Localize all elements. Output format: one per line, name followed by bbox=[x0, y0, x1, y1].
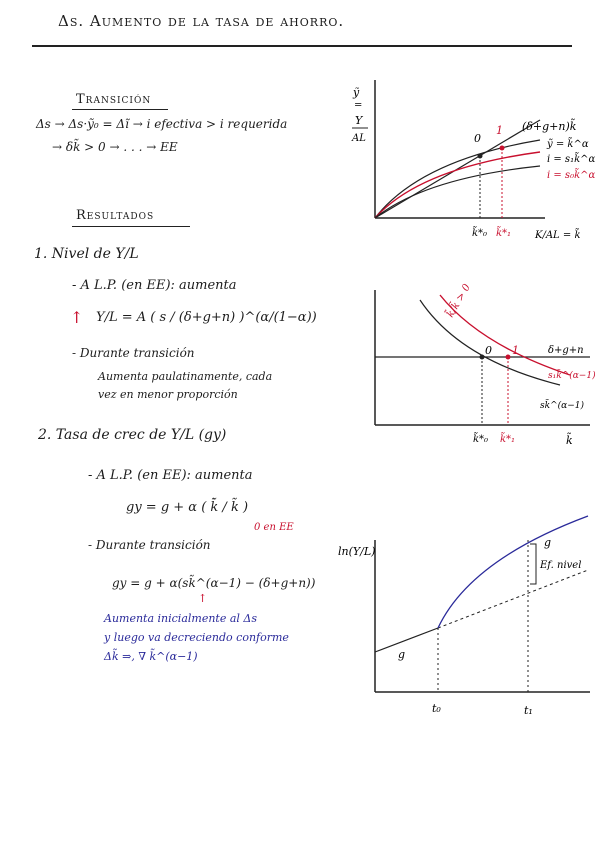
graph1-xlabel: K/AL = k̃ bbox=[535, 230, 581, 241]
graph1-ylabel-eq: = bbox=[354, 100, 363, 111]
graph3-old-trend bbox=[438, 570, 588, 628]
graph3-slope-right: g bbox=[544, 536, 552, 549]
graph3-t1: t₁ bbox=[524, 704, 533, 717]
item2-desc-1: Aumenta inicialmente al Δs bbox=[104, 612, 258, 625]
graph3-bracket bbox=[530, 544, 536, 584]
item1-desc-2: vez en menor proporción bbox=[98, 388, 238, 401]
item2-desc-3: Δk̃ ⇒, ∇ k̃^(α−1) bbox=[104, 650, 198, 663]
item2-long-run: - A L.P. (en EE): aumenta bbox=[88, 468, 253, 483]
item1-long-run: - A L.P. (en EE): aumenta bbox=[72, 278, 237, 293]
item1-title: 1. Nivel de Y/L bbox=[34, 246, 139, 262]
graph3-ylabel: ln(Y/L) bbox=[338, 545, 376, 558]
graph3-slope-left: g bbox=[398, 648, 406, 661]
graph1-ylabel-top: ỹ bbox=[353, 86, 360, 99]
graph1-line-label: (δ+g+n)k̃ bbox=[522, 120, 577, 133]
graph1-curve-i0-label: i = s₀k̃^α bbox=[547, 170, 596, 181]
graph1-tick-1: k̃*₁ bbox=[496, 228, 512, 239]
graph3-initial-trend bbox=[375, 628, 438, 652]
graph1-ylabel-den: AL bbox=[352, 133, 366, 144]
item2-ee-note: 0 en EE bbox=[254, 522, 294, 533]
graph1-tick-0: k̃*₀ bbox=[472, 228, 488, 239]
graph3-bracket-label: Ef. nivel bbox=[540, 560, 582, 571]
transition-line-1: Δs → Δs·ỹ₀ = Δĩ → i efectiva > i requerida bbox=[36, 117, 288, 131]
graph2-tick-1: k̃*₁ bbox=[500, 434, 516, 445]
item1-desc-1: Aumenta paulatinamente, cada bbox=[98, 370, 273, 383]
graph3-t0: t₀ bbox=[432, 702, 441, 715]
graph2-point-1-label: 1 bbox=[512, 344, 519, 357]
graph2-point-0-label: 0 bbox=[485, 344, 492, 357]
graph2-xlabel: k̃ bbox=[566, 434, 573, 447]
page-title: Δs. Aumento de la tasa de ahorro. bbox=[58, 12, 345, 30]
item2-up-arrow: ↑ bbox=[198, 592, 208, 605]
item1-formula: Y/L = A ( s / (δ+g+n) )^(α/(1−α)) bbox=[96, 310, 317, 325]
transition-line-2: → δk̃ > 0 → . . . → EE bbox=[52, 140, 178, 154]
item1-up-arrow: ↑ bbox=[70, 308, 84, 327]
graph1-ylabel-num: Y bbox=[355, 114, 363, 127]
results-heading: Resultados bbox=[76, 208, 155, 223]
graph2-curve0-label: sk̃^(α−1) bbox=[540, 401, 584, 411]
item2-during: - Durante transición bbox=[88, 538, 211, 552]
transition-heading: Transición bbox=[76, 92, 152, 107]
graph1-curve-y-label: ỹ = k̃^α bbox=[547, 139, 589, 150]
graph1-point-0-label: 0 bbox=[474, 132, 481, 145]
graph1-curve-i1-label: i = s₁k̃^α bbox=[547, 154, 596, 165]
graph2-line-label: δ+g+n bbox=[548, 345, 584, 356]
graph2-curve1-label: s₁k̃^(α−1) bbox=[548, 371, 596, 381]
graph1-point-1-label: 1 bbox=[496, 124, 503, 137]
item2-formula-2: gy = g + α(sk̃^(α−1) − (δ+g+n)) bbox=[112, 576, 316, 590]
item1-during: - Durante transición bbox=[72, 346, 195, 360]
graph3-new-path bbox=[438, 516, 588, 628]
graph2-dot-label: k̃̇/k̃ > 0 bbox=[445, 282, 473, 320]
item2-formula: gy = g + α ( k̃̇ / k̃ ) bbox=[126, 500, 249, 515]
graph2-tick-0: k̃*₀ bbox=[473, 434, 489, 445]
item2-title: 2. Tasa de crec de Y/L (gy) bbox=[38, 427, 227, 443]
item2-desc-2: y luego va decreciendo conforme bbox=[104, 631, 289, 644]
